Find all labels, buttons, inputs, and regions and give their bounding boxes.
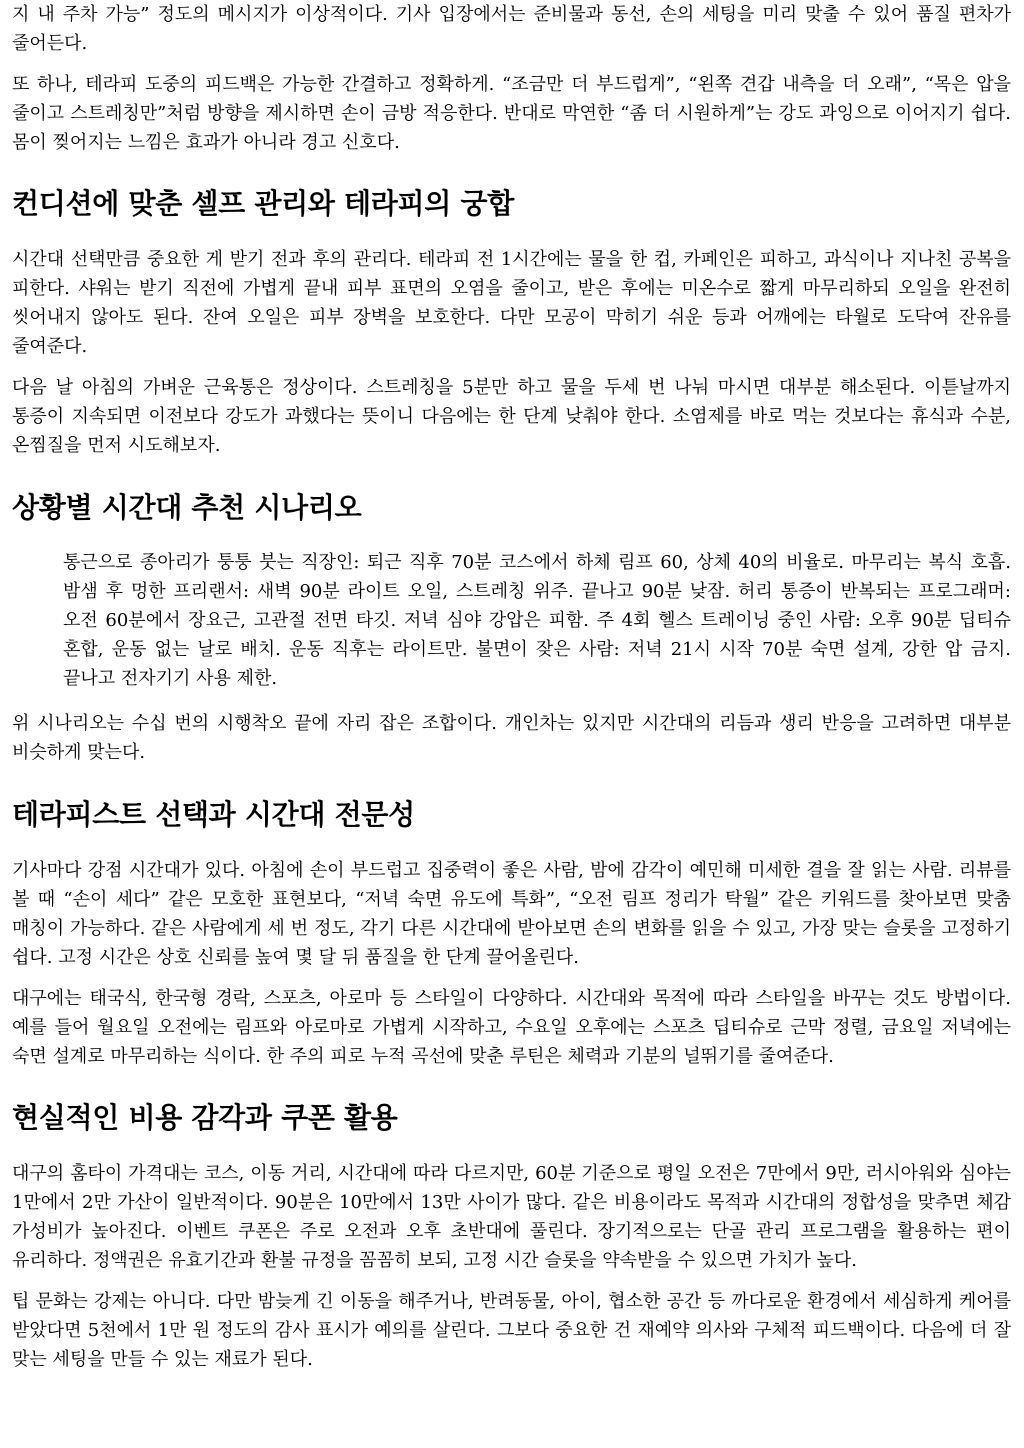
section-self-care [12,186,1011,460]
section-scenarios [12,490,1011,767]
section-heading: 컨디션에 맞춘 셀프 관리와 테라피의 궁합 [12,187,514,220]
paragraph: 또 하나, 테라피 도중의 피드백은 가능한 간결하고 정확하게. “조금만 더 부드럽게”, “왼쪽 견갑 내측을 더 오래”, “목은 압을 줄이고 스트레칭만”처럼 방향을 제시하면 손이 금방 적응한다. 반대로 막연한 “좀 더 시원하게”는 강도 과잉으로 이어지기 쉽다. 몸이 찢어지는 느낌은 효과가 아니라 경고 신호다. [12,74,1011,153]
paragraph: 위 시나리오는 수십 번의 시행착오 끝에 자리 잡은 조합이다. 개인차는 있지만 시간대의 리듬과 생리 반응을 고려하면 대부분 비슷하게 맞는다. [12,713,1011,763]
section-heading: 테라피스트 선택과 시간대 전문성 [12,798,415,831]
paragraph: 시간대 선택만큼 중요한 게 받기 전과 후의 관리다. 테라피 전 1시간에는 물을 한 컵, 카페인은 피하고, 과식이나 지나친 공복을 피한다. 샤워는 받기 직전에 가볍게 끝내 피부 표면의 오염을 줄이고, 받은 후에는 미온수로 짧게 마무리하되 오일을 완전히 씻어내지 않아도 된다. 잔여 오일은 피부 장벽을 보호한다. 다만 모공이 막히기 쉬운 등과 어깨에는 타월로 도닥여 잔유를 줄여준다. [12,249,1011,357]
section-heading: 상황별 시간대 추천 시나리오 [12,491,362,524]
paragraph: 지 내 주차 가능” 정도의 메시지가 이상적이다. 기사 입장에서는 준비물과 동선, 손의 세팅을 미리 맞출 수 있어 품질 편차가 줄어든다. [12,4,1011,54]
section-heading: 현실적인 비용 감각과 쿠폰 활용 [12,1101,398,1134]
section-therapist-choice [12,797,1011,1071]
paragraph: 대구에는 태국식, 한국형 경락, 스포츠, 아로마 등 스타일이 다양하다. 시간대와 목적에 따라 스타일을 바꾸는 것도 방법이다. 예를 들어 월요일 오전에는 림프와 아로마로 가볍게 시작하고, 수요일 오후에는 스포츠 딥티슈로 근막 정렬, 금요일 저녁에는 숙면 설계로 마무리하는 식이다. 한 주의 피로 누적 곡선에 맞춘 루틴은 체력과 기분의 널뛰기를 줄여준다. [12,988,1011,1067]
paragraph: 다음 날 아침의 가벼운 근육통은 정상이다. 스트레칭을 5분만 하고 물을 두세 번 나눠 마시면 대부분 해소된다. 이튿날까지 통증이 지속되면 이전보다 강도가 과했다는 뜻이니 다음에는 한 단계 낮춰야 한다. 소염제를 바로 먹는 것보다는 휴식과 수분, 온찜질을 먼저 시도해보자. [12,377,1011,456]
paragraph: 기사마다 강점 시간대가 있다. 아침에 손이 부드럽고 집중력이 좋은 사람, 밤에 감각이 예민해 미세한 결을 잘 읽는 사람. 리뷰를 볼 때 “손이 세다” 같은 모호한 표현보다, “저녁 숙면 유도에 특화”, “오전 림프 정리가 탁월” 같은 키워드를 찾아보면 맞춤 매칭이 가능하다. 같은 사람에게 세 번 정도, 각기 다른 시간대에 받아보면 손의 변화를 읽을 수 있고, 가장 맞는 슬롯을 고정하기 쉽다. 고정 시간은 상호 신뢰를 높여 몇 달 뒤 품질을 한 단계 끌어올린다. [12,860,1011,968]
paragraph: 대구의 홈타이 가격대는 코스, 이동 거리, 시간대에 따라 다르지만, 60분 기준으로 평일 오전은 7만에서 9만, 러시아워와 심야는 1만에서 2만 가산이 일반적이다. 90분은 10만에서 13만 사이가 많다. 같은 비용이라도 목적과 시간대의 정합성을 맞추면 체감 가성비가 높아진다. 이벤트 쿠폰은 주로 오전과 오후 초반대에 풀린다. 장기적으로는 단골 관리 프로그램을 활용하는 편이 유리하다. 정액권은 유효기간과 환불 규정을 꼼꼼히 보되, 고정 시간 슬롯을 약속받을 수 있으면 가치가 높다. [12,1163,1011,1271]
scenario-blockquote [12,548,1011,693]
section-intro [12,0,1011,157]
paragraph: 팁 문화는 강제는 아니다. 다만 밤늦게 긴 이동을 해주거나, 반려동물, 아이, 협소한 공간 등 까다로운 환경에서 세심하게 케어를 받았다면 5천에서 1만 원 정도의 감사 표시가 예의를 살린다. 그보다 중요한 건 재예약 의사와 구체적 피드백이다. 다음에 더 잘 맞는 세팅을 만들 수 있는 재료가 된다. [12,1291,1011,1370]
blockquote-text: 통근으로 종아리가 퉁퉁 붓는 직장인: 퇴근 직후 70분 코스에서 하체 림프 60, 상체 40의 비율로. 마무리는 복식 호흡. 밤샘 후 멍한 프리랜서: 새벽 90분 라이트 오일, 스트레칭 위주. 끝나고 90분 낮잠. 허리 통증이 반복되는 프로그래머: 오전 60분에서 장요근, 고관절 전면 타깃. 저녁 심야 강압은 피함. 주 4회 헬스 트레이닝 중인 사람: 오후 90분 딥티슈 혼합, 운동 없는 날로 배치. 운동 직후는 라이트만. 불면이 잦은 사람: 저녁 21시 시작 70분 숙면 설계, 강한 압 금지. 끝나고 전자기기 사용 제한. [63,552,1011,689]
section-cost [12,1100,1011,1374]
